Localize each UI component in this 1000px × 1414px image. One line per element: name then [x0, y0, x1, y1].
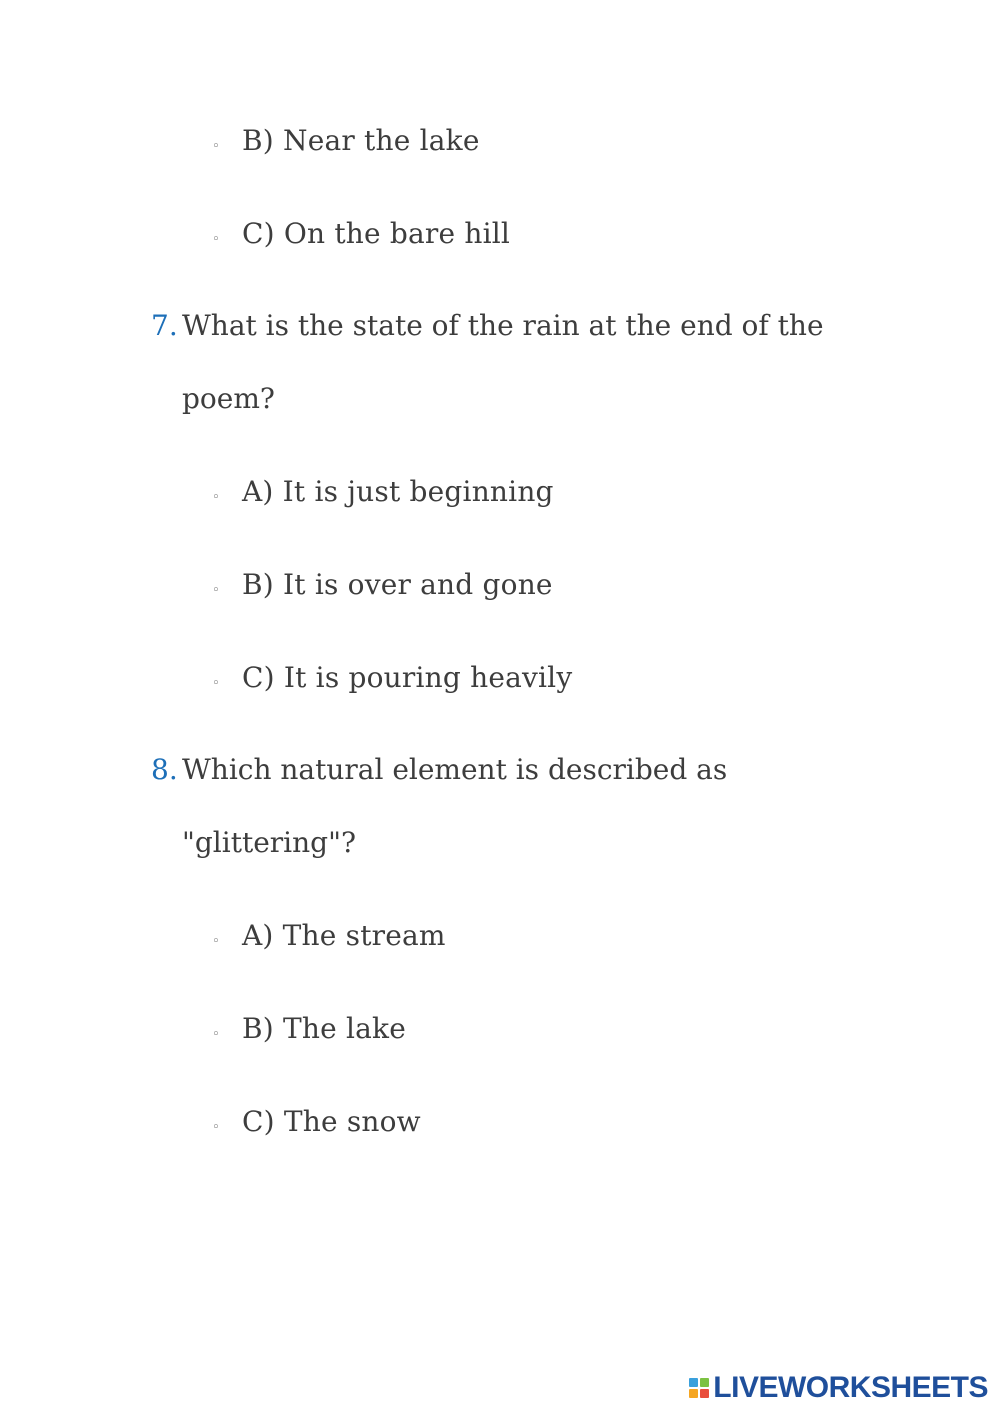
question-text: Which natural element is described as [182, 753, 728, 786]
option-bullet-icon: ◦ [212, 582, 220, 598]
option-label: B) It is over and gone [242, 567, 553, 601]
option-label: C) It is pouring heavily [242, 660, 573, 694]
option-label: B) Near the lake [242, 123, 480, 157]
option-bullet-icon: ◦ [212, 933, 220, 949]
option-bullet-icon: ◦ [212, 231, 220, 247]
option-label: B) The lake [242, 1011, 406, 1045]
option-label: C) On the bare hill [242, 216, 511, 250]
option-bullet-icon: ◦ [212, 138, 220, 154]
option-label: C) The snow [242, 1104, 421, 1138]
liveworksheets-logo-icon [689, 1378, 709, 1398]
option-bullet-icon: ◦ [212, 489, 220, 505]
question-text: What is the state of the rain at the end of the [182, 309, 824, 342]
option-item[interactable] [212, 657, 572, 697]
option-item[interactable] [212, 1008, 406, 1048]
option-item[interactable] [212, 120, 480, 160]
option-label: A) The stream [242, 918, 446, 952]
liveworksheets-logo[interactable] [689, 1370, 988, 1406]
question-number: 8. [151, 753, 178, 786]
option-item[interactable] [212, 915, 446, 955]
question-text-continued: "glittering"? [182, 826, 356, 859]
logo-text: LIVEWORKSHEETS [713, 1371, 988, 1404]
option-bullet-icon: ◦ [212, 1026, 220, 1042]
option-item[interactable] [212, 564, 553, 604]
option-item[interactable] [212, 213, 510, 253]
option-bullet-icon: ◦ [212, 1119, 220, 1135]
option-item[interactable] [212, 471, 554, 511]
question-text-continued: poem? [182, 382, 275, 415]
option-bullet-icon: ◦ [212, 675, 220, 691]
question-number: 7. [151, 309, 178, 342]
option-label: A) It is just beginning [242, 474, 554, 508]
option-item[interactable] [212, 1101, 421, 1141]
